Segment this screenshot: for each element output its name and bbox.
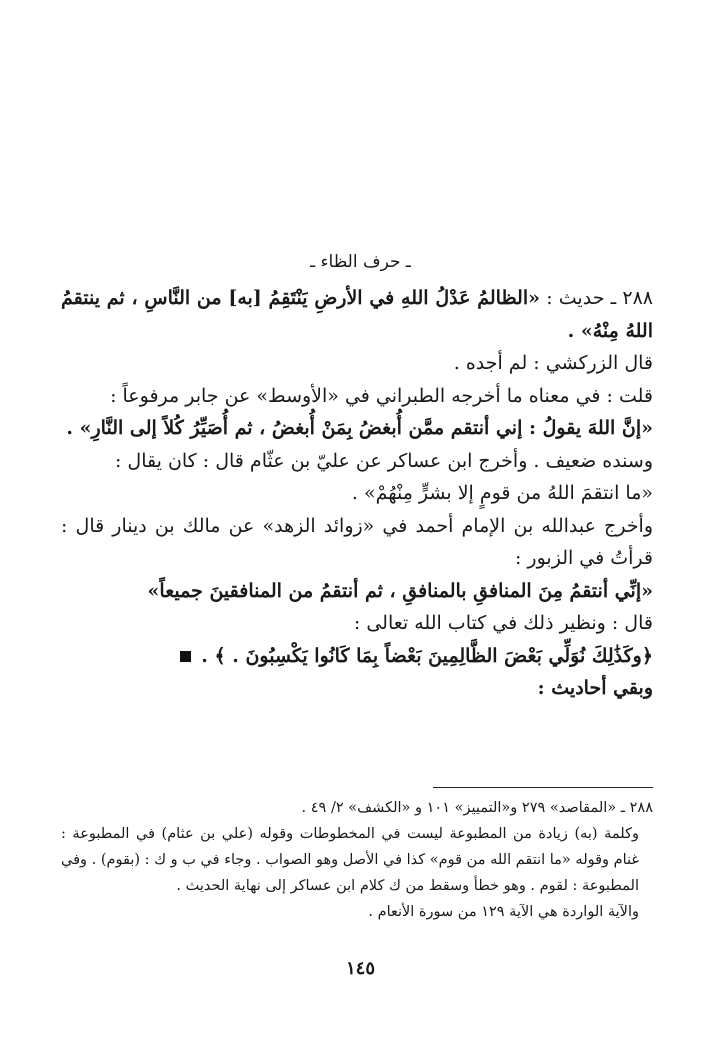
qala-line: قال : ونظير ذلك في كتاب الله تعالى : bbox=[353, 612, 653, 634]
zarkashi-line: قال الزركشي : لم أجده . bbox=[453, 352, 653, 374]
footnotes bbox=[61, 795, 653, 925]
footnote-note: وكلمة (به) زيادة من المطبوعة ليست في المخطوطات وقوله (علي بن عثام) في المطبوعة : غنام وقوله «ما انتقم الله من قوم» كذا في الأصل وهو الصواب . وجاء في ب و ك : (بقوم) . وفي المطبوعة : لقوم . وهو خطأ وسقط من ك كلام ابن عساكر إلى نهاية الحديث . bbox=[61, 826, 639, 894]
hadith-text: «الظالمُ عَدْلُ اللهِ في الأرضِ يَنْتَقِمُ [به] من النَّاسِ ، ثم ينتقمُ اللهُ مِنْهُ» . bbox=[61, 287, 653, 342]
hadith-number: ٢٨٨ ـ حديث : bbox=[546, 287, 654, 309]
hadith-paragraph bbox=[61, 282, 653, 347]
quote-tabarani: «إنَّ اللهَ يقولُ : إني أنتقم ممَّن أُبغضُ بِمَنْ أُبغضُ ، ثم أُصَيِّرُ كُلاً إلى النَّارِ» . bbox=[66, 417, 653, 439]
footnote-divider bbox=[433, 787, 653, 788]
page-number: ١٤٥ bbox=[345, 958, 375, 979]
baqiya-line: وبقي أحاديث : bbox=[537, 677, 653, 699]
main-text bbox=[61, 282, 653, 705]
quran-ayah-line bbox=[61, 640, 653, 673]
footnote-ayah-note: والآية الواردة هي الآية ١٢٩ من سورة الأنعام . bbox=[368, 904, 639, 920]
quran-ayah: ﴿وكَذَٰلِكَ نُوَلِّي بَعْضَ الظَّالِمِينَ بَعْضاً بِمَا كَانُوا يَكْسِبُونَ . ﴾ . bbox=[201, 644, 653, 667]
quote-zabur: «إنِّي أنتقمُ مِنَ المنافقِ بالمنافقِ ، ثم أنتقمُ من المنافقينَ جميعاً» bbox=[147, 579, 653, 602]
footnote-reference: ٢٨٨ ـ «المقاصد» ٢٧٩ و«التمييز» ١٠١ و «الكشف» ٢/ ٤٩ . bbox=[301, 800, 653, 816]
end-square-icon bbox=[180, 651, 191, 662]
quote-ibn-asakir: «ما انتقمَ اللهُ من قومٍ إلا بشرٍّ مِنْهُمْ» . bbox=[351, 482, 653, 504]
abdullah-paragraph: وأخرج عبدالله بن الإمام أحمد في «زوائد الزهد» عن مالك بن دينار قال : قرأتُ في الزبور : bbox=[61, 514, 653, 569]
chapter-heading: ـ حرف الظاء ـ bbox=[310, 252, 411, 272]
sanad-line: وسنده ضعيف . وأخرج ابن عساكر عن عليّ بن عثّام قال : كان يقال : bbox=[114, 449, 653, 472]
qultu-line: قلت : في معناه ما أخرجه الطبراني في «الأوسط» عن جابر مرفوعاً : bbox=[110, 384, 653, 407]
